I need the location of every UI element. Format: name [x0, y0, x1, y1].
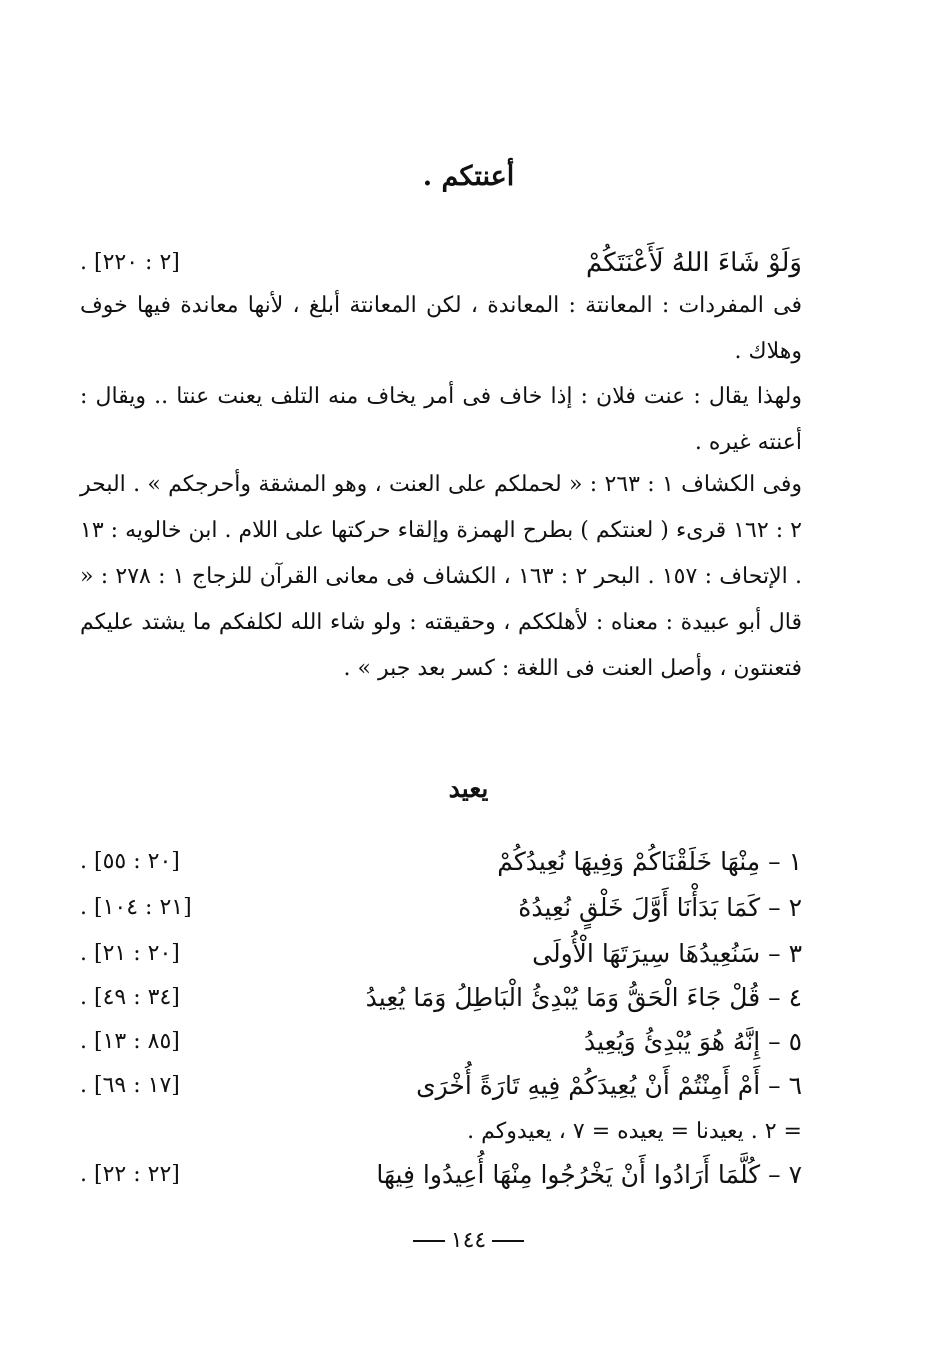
verse-entry-1 — [80, 842, 802, 882]
entry-reference: [٣٤ : ٤٩] . — [80, 985, 180, 1010]
paragraph-kashaf: وفى الكشاف ١ : ٢٦٣ : « لحملكم على العنت ، وهو المشقة وأحرجكم » . البحر ٢ : ١٦٢ قرىء ( لعنتكم ) بطرح الهمزة وإلقاء حركتها على اللام . ابن خالويه : ١٣ . الإتحاف : ١٥٧ . البحر ٢ : ١٦٣ ، الكشاف فى معانى القرآن للزجاج ١ : ٢٧٨ : « قال أبو عبيدة : معناه : لأهلككم ، وحقيقته : ولو شاء الله لكلفكم ما يشتد عليكم فتعنتون ، وأصل العنت فى اللغة : كسر بعد جبر » . — [80, 472, 802, 681]
entry-reference: [١٧ : ٦٩] . — [80, 1073, 180, 1098]
verse-entry-3 — [80, 934, 802, 974]
entry-reference: [٢١ : ١٠٤] . — [80, 895, 192, 920]
entry-reference: [٨٥ : ١٣] . — [80, 1029, 180, 1054]
section-title-a3natakum: أعنتكم . — [422, 161, 515, 192]
verse-entry-4 — [80, 978, 802, 1018]
page-number: ١٤٤ — [450, 1228, 487, 1253]
section-title-yuid: يعيد — [448, 774, 489, 803]
verse-line — [80, 243, 802, 283]
verse-text: وَلَوْ شَاءَ اللهُ لَأَعْنَتَكُمْ — [585, 248, 802, 278]
verse-entry-5 — [80, 1022, 802, 1062]
entry-text: ٢ – كَمَا بَدَأْنَا أَوَّلَ خَلْقٍ نُعِيدُهُ — [518, 893, 802, 922]
entry-reference: [٢٠ : ٥٥] . — [80, 849, 180, 874]
entry-text: ٣ – سَنُعِيدُهَا سِيرَتَهَا الْأُولَى — [532, 939, 802, 968]
entry-text: ٤ – قُلْ جَاءَ الْحَقُّ وَمَا يُبْدِئُ الْبَاطِلُ وَمَا يُعِيدُ — [365, 983, 802, 1012]
entry-reference: [٢٢ : ٢٢] . — [80, 1162, 180, 1187]
footer-dash-icon — [413, 1240, 445, 1242]
entry-text: ٧ – كُلَّمَا أَرَادُوا أَنْ يَخْرُجُوا مِنْهَا أُعِيدُوا فِيهَا — [376, 1160, 802, 1189]
verse-reference: [٢ : ٢٢٠] . — [80, 250, 180, 275]
verse-entry-7 — [80, 1155, 802, 1195]
verse-entry-6 — [80, 1066, 802, 1106]
paragraph-yuqal: ولهذا يقال : عنت فلان : إذا خاف فى أمر يخاف منه التلف يعنت عنتا .. ويقال : أعنته غيره . — [80, 384, 802, 455]
cross-reference-note: = ٢ . يعيدنا = يعيده = ٧ ، يعيدوكم . — [467, 1119, 802, 1144]
entry-text: ٥ – إِنَّهُ هُوَ يُبْدِئُ وَيُعِيدُ — [583, 1027, 802, 1056]
verse-entry-2 — [80, 888, 802, 928]
entry-text: ١ – مِنْهَا خَلَقْنَاكُمْ وَفِيهَا نُعِيدُكُمْ — [497, 847, 802, 876]
page-footer — [0, 1226, 937, 1256]
paragraph-mufradat: فى المفردات : المعانتة : المعاندة ، لكن المعانتة أبلغ ، لأنها معاندة فيها خوف وهلاك . — [80, 293, 802, 364]
footer-dash-icon — [492, 1240, 524, 1242]
entry-text: ٦ – أَمْ أَمِنْتُمْ أَنْ يُعِيدَكُمْ فِيهِ تَارَةً أُخْرَى — [416, 1071, 802, 1100]
entry-reference: [٢٠ : ٢١] . — [80, 941, 180, 966]
